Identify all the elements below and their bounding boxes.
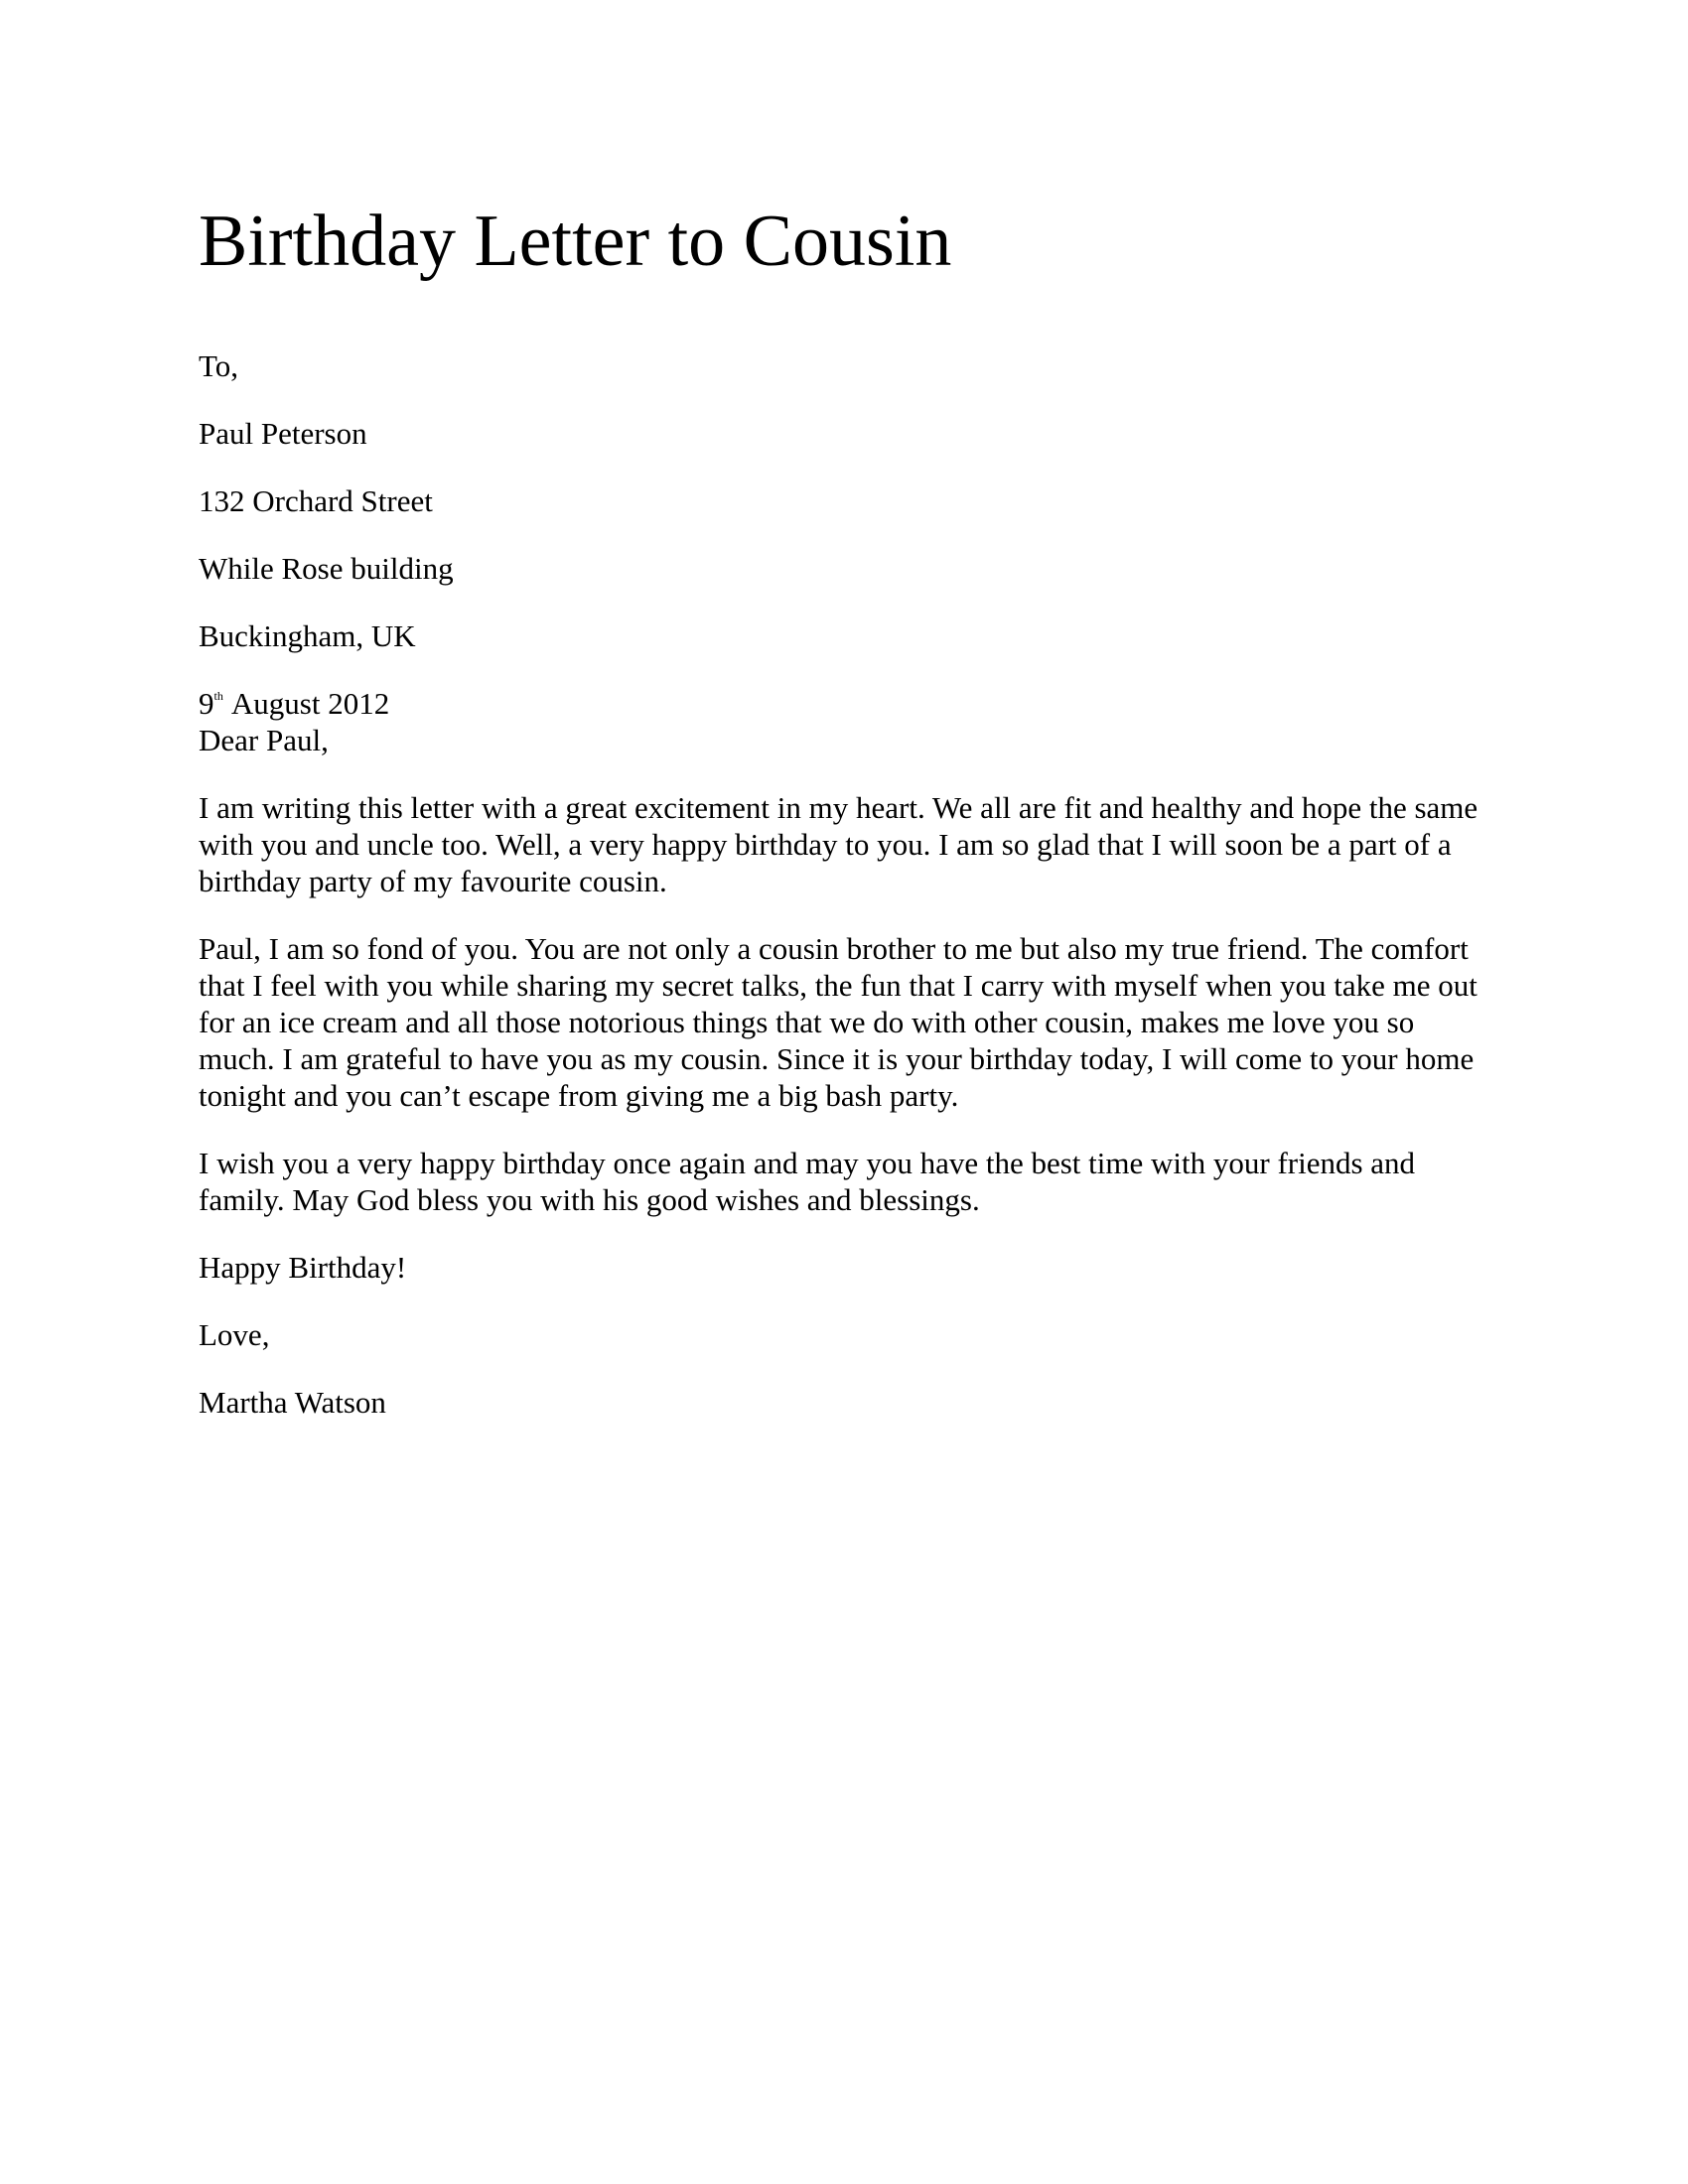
birthday-wish: Happy Birthday! — [199, 1250, 407, 1285]
page-title: Birthday Letter to Cousin — [199, 201, 952, 282]
recipient-building: While Rose building — [199, 551, 454, 586]
letter-date — [199, 685, 1479, 722]
signature: Martha Watson — [199, 1385, 386, 1420]
recipient-name: Paul Peterson — [199, 416, 367, 451]
date-ordinal-suffix: th — [213, 689, 223, 703]
paragraph-3: I wish you a very happy birthday once again and may you have the best time with your friends and family. May God bless you with his good wishes and blessings. — [199, 1146, 1416, 1217]
recipient-street: 132 Orchard Street — [199, 483, 433, 518]
salutation: Dear Paul, — [199, 723, 329, 757]
letter-body — [199, 347, 1479, 1451]
recipient-city: Buckingham, UK — [199, 618, 416, 653]
paragraph-2: Paul, I am so fond of you. You are not only a cousin brother to me but also my true friend. The comfort that I feel with you while sharing my secret talks, the fun that I carry with myself when you take me out for an ice cream and all those notorious things that we do with other cousin, makes me love you so much. I am grateful to have you as my cousin. Since it is your birthday today, I will come to your home tonight and you can’t escape from giving me a big bash party. — [199, 931, 1477, 1113]
closing: Love, — [199, 1317, 270, 1352]
paragraph-1: I am writing this letter with a great excitement in my heart. We all are fit and healthy and hope the same with you and uncle too. Well, a very happy birthday to you. I am so glad that I will soon be a part of a birthday party of my favourite cousin. — [199, 790, 1478, 898]
to-label: To, — [199, 348, 239, 383]
date-day: 9 — [199, 686, 214, 721]
date-month-year: August 2012 — [230, 686, 390, 721]
